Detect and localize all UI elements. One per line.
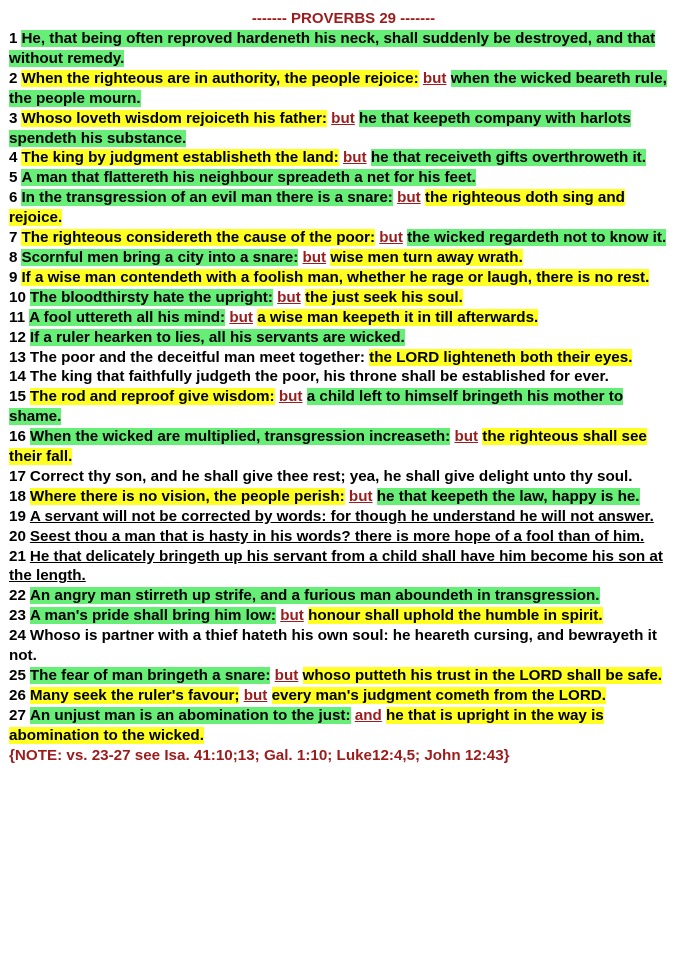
verse-number: 21	[9, 547, 26, 565]
verse-text: honour shall uphold the humble in spirit.	[308, 607, 603, 625]
verse-text: Scornful men bring a city into a snare:	[21, 248, 299, 266]
conjunction-word: but	[229, 308, 253, 326]
verse-text: A fool uttereth all his mind:	[29, 308, 226, 326]
verse-text: when the wicked beareth rule, the people mourn.	[9, 69, 667, 107]
verse-text: the just seek his soul.	[305, 288, 463, 306]
verse-text: whoso putteth his trust in the LORD shall be safe.	[302, 667, 662, 684]
verse-number: 18	[9, 487, 26, 505]
verse-13	[9, 348, 678, 368]
verse-text: the righteous shall see their fall.	[9, 428, 647, 466]
verse-number: 15	[9, 388, 26, 406]
verse-24	[9, 626, 678, 666]
verse-6	[9, 188, 678, 228]
verse-9	[9, 268, 678, 288]
verse-number: 14	[9, 368, 26, 386]
verse-16	[9, 427, 678, 467]
verse-21	[9, 547, 678, 587]
verse-22	[9, 586, 678, 606]
verse-number: 1	[9, 30, 18, 47]
verse-text: he that receiveth gifts overthroweth it.	[370, 149, 646, 167]
verse-text: A man's pride shall bring him low:	[29, 607, 276, 625]
conjunction-word: but	[397, 189, 421, 207]
verse-25	[9, 666, 678, 686]
verse-text: In the transgression of an evil man there is a snare:	[21, 189, 393, 207]
verse-8	[9, 248, 678, 268]
verse-text: An unjust man is an abomination to the just:	[29, 706, 351, 724]
verse-10	[9, 288, 678, 308]
verse-text: the righteous doth sing and rejoice.	[9, 189, 625, 227]
verse-text: If a wise man contendeth with a foolish man, whether he rage or laugh, there is no rest.	[21, 268, 650, 286]
verse-number: 19	[9, 507, 26, 525]
verse-text: If a ruler hearken to lies, all his servants are wicked.	[29, 328, 405, 346]
verse-number: 17	[9, 467, 26, 485]
verse-number: 25	[9, 667, 26, 684]
verse-text: Whoso loveth wisdom rejoiceth his father:	[21, 109, 327, 127]
verse-4	[9, 148, 678, 168]
verse-2	[9, 69, 678, 109]
verse-text: When the righteous are in authority, the people rejoice:	[21, 69, 419, 87]
conjunction-word: but	[243, 686, 268, 704]
verse-text: The king that faithfully judgeth the poor, his throne shall be established for ever.	[29, 368, 609, 386]
conjunction-word: but	[274, 667, 299, 684]
verse-11	[9, 308, 678, 328]
verse-number: 24	[9, 627, 26, 645]
verse-text: Many seek the ruler's favour;	[29, 686, 240, 704]
conjunction-word: but	[280, 607, 304, 625]
verse-number: 8	[9, 248, 18, 266]
verse-text: he that keepeth the law, happy is he.	[376, 487, 640, 505]
verse-text: The rod and reproof give wisdom:	[29, 388, 275, 406]
conjunction-word: and	[354, 706, 382, 724]
verse-7	[9, 228, 678, 248]
verse-number: 20	[9, 527, 26, 545]
verse-number: 10	[9, 288, 26, 306]
verse-14	[9, 367, 678, 387]
verse-number: 12	[9, 328, 26, 346]
verse-text: a wise man keepeth it in till afterwards.	[257, 308, 539, 326]
verse-text: he that keepeth company with harlots spendeth his substance.	[9, 109, 631, 147]
verse-number: 16	[9, 428, 26, 446]
verse-1	[9, 29, 678, 69]
verse-27	[9, 706, 678, 746]
conjunction-word: but	[379, 229, 403, 247]
verse-text: Where there is no vision, the people perish:	[29, 487, 345, 505]
verse-text: a child left to himself bringeth his mother to shame.	[9, 388, 624, 426]
verse-list	[9, 29, 678, 746]
verse-12	[9, 328, 678, 348]
verse-text: the LORD lighteneth both their eyes.	[369, 348, 633, 366]
verse-number: 23	[9, 607, 26, 625]
conjunction-word: but	[331, 109, 355, 127]
verse-18	[9, 487, 678, 507]
conjunction-word: but	[422, 69, 447, 87]
verse-text: The fear of man bringeth a snare:	[29, 667, 271, 684]
verse-text: He, that being often reproved hardeneth his neck, shall suddenly be destroyed, and that without remedy.	[9, 30, 656, 67]
conjunction-word: but	[277, 288, 301, 306]
verse-26	[9, 686, 678, 706]
verse-text: When the wicked are multiplied, transgression increaseth:	[29, 428, 451, 446]
verse-text: every man's judgment cometh from the LORD.	[271, 686, 606, 704]
verse-19	[9, 507, 678, 527]
verse-number: 2	[9, 69, 18, 87]
verse-3	[9, 109, 678, 149]
verse-number: 5	[9, 169, 18, 187]
verse-text: he that is upright in the way is abomination to the wicked.	[9, 706, 604, 744]
verse-text: Seest thou a man that is hasty in his words? there is more hope of a fool than of him.	[29, 527, 645, 545]
verse-number: 26	[9, 686, 26, 704]
verse-text: The king by judgment establisheth the land:	[21, 149, 339, 167]
verse-text: Correct thy son, and he shall give thee rest; yea, he shall give delight unto thy soul.	[29, 467, 633, 485]
verse-number: 9	[9, 268, 18, 286]
verse-text: Whoso is partner with a thief hateth his own soul: he heareth cursing, and bewrayeth it not.	[9, 627, 657, 665]
verse-23	[9, 606, 678, 626]
note-text: {NOTE: vs. 23-27 see Isa. 41:10;13; Gal. 1:10; Luke12:4,5; John 12:43}	[9, 746, 510, 764]
verse-number: 27	[9, 706, 26, 724]
page-title: ------- PROVERBS 29 -------	[251, 10, 436, 27]
verse-number: 4	[9, 149, 18, 167]
verse-text: He that delicately bringeth up his servant from a child shall have him become his son at the length.	[9, 547, 663, 585]
conjunction-word: but	[454, 428, 479, 446]
conjunction-word: but	[302, 248, 327, 266]
conjunction-word: but	[342, 149, 367, 167]
verse-text: The bloodthirsty hate the upright:	[29, 288, 273, 306]
verse-number: 13	[9, 348, 26, 366]
verse-number: 6	[9, 189, 18, 207]
verse-17	[9, 467, 678, 487]
verse-5	[9, 168, 678, 188]
verse-text: wise men turn away wrath.	[330, 248, 523, 266]
verse-text: the wicked regardeth not to know it.	[407, 229, 667, 247]
verse-text: A man that flattereth his neighbour spreadeth a net for his feet.	[21, 169, 476, 187]
verse-text: The poor and the deceitful man meet together:	[29, 348, 365, 366]
conjunction-word: but	[278, 388, 303, 406]
verse-text: The righteous considereth the cause of the poor:	[21, 229, 376, 247]
verse-number: 7	[9, 229, 18, 247]
verse-number: 3	[9, 109, 18, 127]
verse-20	[9, 527, 678, 547]
verse-15	[9, 387, 678, 427]
conjunction-word: but	[348, 487, 373, 505]
verse-text: An angry man stirreth up strife, and a furious man aboundeth in transgression.	[29, 587, 600, 605]
verse-number: 11	[9, 308, 26, 326]
verse-number: 22	[9, 587, 26, 605]
verse-text: A servant will not be corrected by words: for though he understand he will not answer.	[29, 507, 654, 525]
